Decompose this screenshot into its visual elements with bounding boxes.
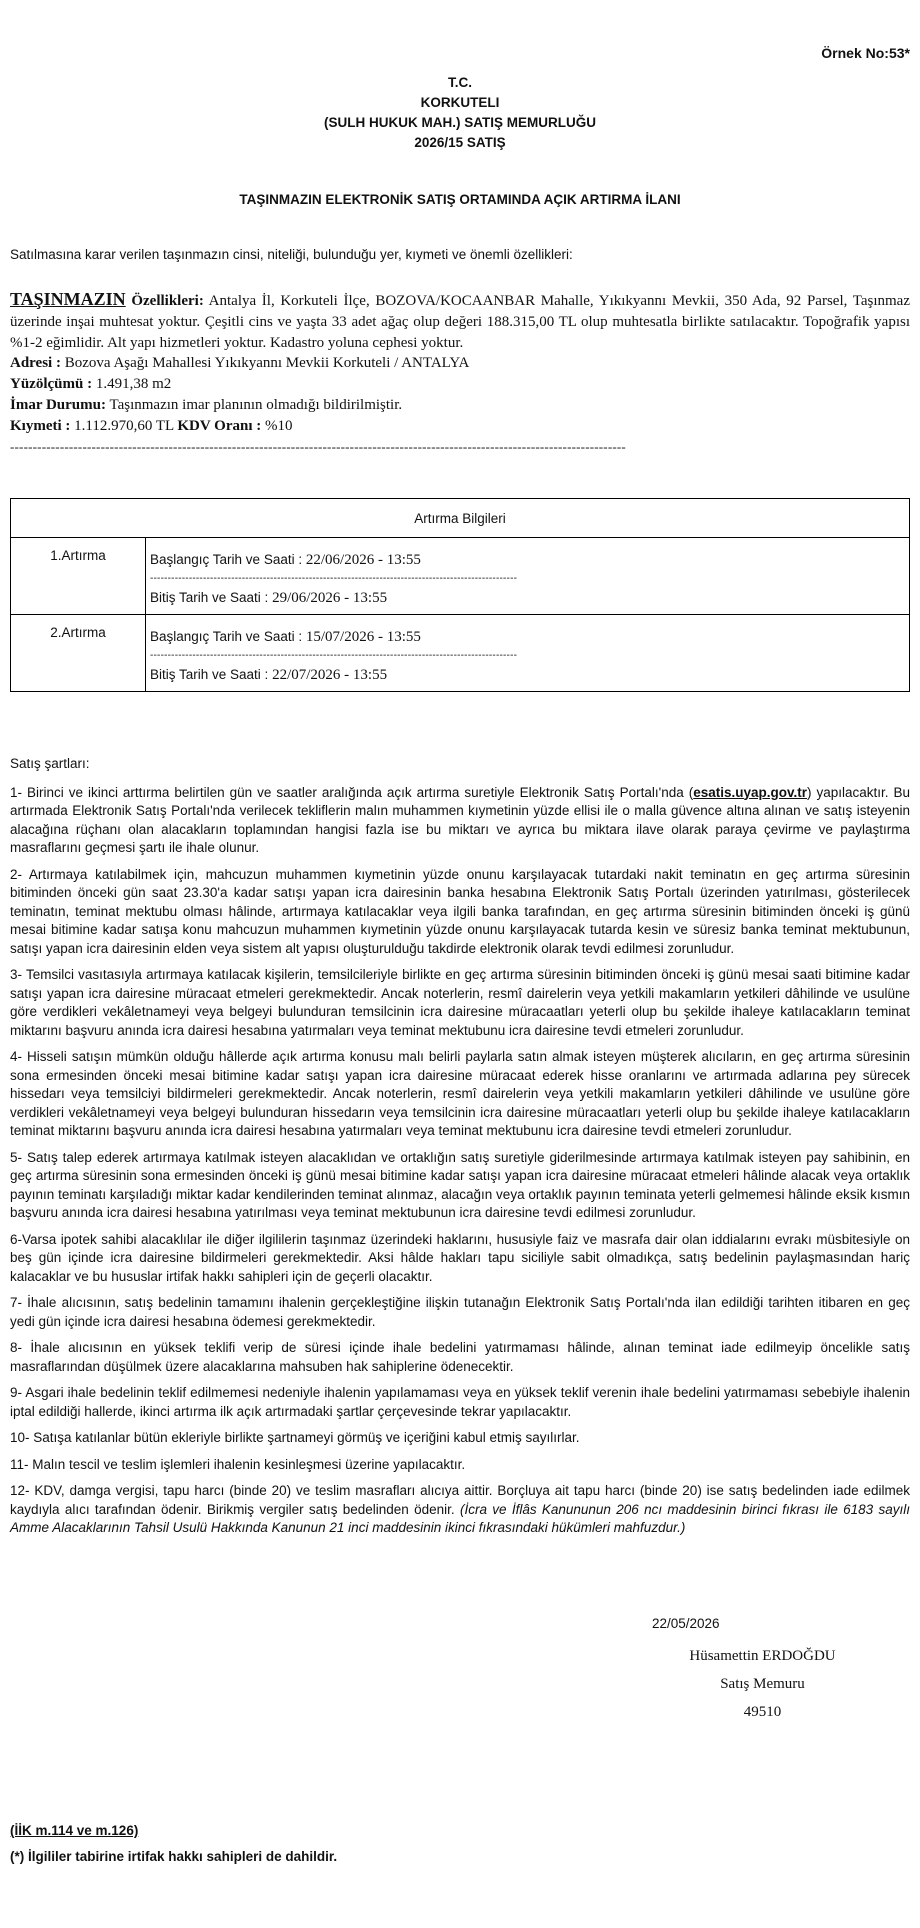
condition-8: 8- İhale alıcısının en yüksek teklifi verip de süresi içinde ihale bedelini yatırmaması hâlinde, alınan teminat iade edilmeyip öncelikle satış masraflarından düşülmek üzere alacaklarına mahsuben hak sahiplerine ödenecektir.	[10, 1340, 910, 1374]
condition-3: 3- Temsilci vasıtasıyla artırmaya katılacak kişilerin, temsilcileriyle birlikte en geç artırma süresinin bitiminden önceki iş günü mesai saati bitimine kadar satışı yapan icra dairesine müracaat etmeleri gerekmektedir. Ancak noterlerin, resmî dairelerin veya yetkili makamların yetkileri dâhilinde ve usulüne göre verdikleri vekâletnameyi veya belgeyi bulunduran temsilcinin icra dairesine müracaatları yeterli olup bu şekilde ihaleye katılacakların teminat miktarını başvuru anında icra dairesi hesabına yatırmaları veya teminat mektubunu icra dairesine tevdi etmeleri zorunludur.	[10, 967, 910, 1038]
auction-info	[146, 538, 910, 615]
condition-2: 2- Artırmaya katılabilmek için, mahcuzun muhammen kıymetinin yüzde onunu karşılayacak tutardaki nakit teminatın en geç artırma süresinin bitiminden önceki gün saat 23.30'a kadar satışı yapan icra dairesinin banka hesabına Elektronik Satış Portalı üzerinden yatırılması, gösterilecek teminatın, teminat mektubu olması hâlinde, artırmaya katılacaklar veya ilgili banka tarafından, en geç artırma süresinin bitiminden önceki iş günü mesai bitimine kadar satışa konu mahcuzun muhammen kıymetinin yüzde onunu karşılayacak tutarda kesin ve süresiz banka teminat mektubunun, satışı yapan icra dairesinin elden veya sistem alt yapısı oluşturulduğu takdirde elektronik olarak tevdi edilmesi zorunludur.	[10, 866, 910, 956]
auction-row	[11, 615, 910, 692]
condition-1	[10, 784, 910, 858]
auction-table-header: Artırma Bilgileri	[11, 499, 910, 538]
property-features	[10, 289, 910, 353]
auction-start	[150, 625, 905, 649]
features-label: Özellikleri:	[131, 293, 204, 309]
signatory-title: Satış Memuru	[720, 1676, 805, 1692]
header-office: (SULH HUKUK MAH.) SATIŞ MEMURLUĞU	[324, 115, 596, 130]
auction-info	[146, 615, 910, 692]
start-label: Başlangıç Tarih ve Saati :	[150, 552, 303, 567]
document-date: 22/05/2026	[652, 1616, 720, 1631]
auction-label: 1.Artırma	[11, 538, 146, 615]
area-label: Yüzölçümü :	[10, 376, 93, 393]
page-title: TAŞINMAZIN ELEKTRONİK SATIŞ ORTAMINDA AÇIK ARTIRMA İLANI	[239, 192, 681, 207]
condition-12-legal-note: (İcra ve İflâs Kanununun 206 ncı maddesinin birinci fıkrası ile 6183 sayılı Amme Alacaklarının Tahsil Usulü Hakkında Kanunun 21 inci maddesinin ikinci fıkrasındaki hükümleri mahfuzdur.)	[10, 1501, 910, 1535]
property-value	[10, 416, 910, 437]
end-label: Bitiş Tarih ve Saati :	[150, 667, 269, 682]
end-value: 22/07/2026 - 13:55	[272, 667, 388, 683]
kdv-label: KDV Oranı :	[177, 417, 262, 434]
zoning-value: Taşınmazın imar planının olmadığı bildirilmiştir.	[109, 396, 403, 413]
property-heading: TAŞINMAZIN	[10, 289, 126, 309]
address-label: Adresi :	[10, 355, 61, 372]
header-location: KORKUTELI	[420, 95, 500, 110]
property-zoning	[10, 395, 910, 416]
value-amount: 1.112.970,60 TL	[74, 417, 174, 434]
example-number: Örnek No:53*	[821, 45, 910, 61]
condition-12-text: 12- KDV, damga vergisi, tapu harcı (binde 20) ve teslim masrafları alıcıya aittir. Borçluya ait tapu harcı (binde 20) ise satış bedelinden iade edilmek kaydıyla alıcı tarafından ödenir. Birikmiş vergiler satış bedelinden ödenir.	[10, 1483, 910, 1517]
auction-separator: --------------------------------------------------------------------------------------------------------	[150, 573, 518, 584]
auction-table-header-row	[11, 499, 910, 538]
auction-separator: --------------------------------------------------------------------------------------------------------	[150, 650, 518, 661]
condition-4: 4- Hisseli satışın mümkün olduğu hâllerde açık artırma konusu malı belirli paylarla satın almak isteyen müşterek alıcıların, en geç artırma süresinin sona ermesinden önceki mesai bitimine kadar satışı yapan icra dairesine müracaat ederek hisse oranlarını ve artırmada adlarına pey sürecek hissedarı veya temsilciyi bildirmeleri gerekmektedir. Ancak noterlerin, resmî dairelerin veya yetkili makamların yetkileri dâhilinde ve usulüne göre verdikleri vekâletnameyi veya belgeyi bulunduran hissedarın veya temsilcinin icra dairesine müracaatları yeterli olup bu şekilde ihaleye katılacakların teminat miktarını başvuru anında icra dairesi hesabına yatırmaları veya teminat mektubunu icra dairesine tevdi etmeleri zorunludur.	[10, 1049, 910, 1138]
address-value: Bozova Aşağı Mahallesi Yıkıkyannı Mevkii Korkuteli / ANTALYA	[64, 355, 470, 372]
condition-12	[10, 1482, 910, 1538]
features-text: Antalya İl, Korkuteli İlçe, BOZOVA/KOCAANBAR Mahalle, Yıkıkyannı Mevkii, 350 Ada, 92 Parsel, Taşınmaz üzerinde inşai muhtesat yoktur. Çeşitli cins ve yaşta 33 adet ağaç olup değeri 188.315,00 TL olup muhtesatla birlikte satılacaktır. Topoğrafik yapısı %1-2 eğimlidir. Alt yapı hizmetleri yoktur. Kadastro yoluna cephesi yoktur.	[10, 293, 910, 351]
header-tc: T.C.	[447, 75, 472, 90]
property-address	[10, 353, 910, 374]
auction-end	[150, 663, 905, 687]
end-value: 29/06/2026 - 13:55	[272, 590, 388, 606]
start-value: 15/07/2026 - 13:55	[305, 629, 421, 645]
signature-block	[640, 1642, 885, 1726]
header-file-number: 2026/15 SATIŞ	[414, 135, 506, 150]
condition-7: 7- İhale alıcısının, satış bedelinin tamamını ihalenin gerçekleştiğine ilişkin tutanağın Elektronik Satış Portalı'nda ilan edildiği tarihten itibaren en geç yedi gün içinde icra dairesi hesabına ödemesi gerekmektedir.	[10, 1295, 910, 1329]
auction-row	[11, 538, 910, 615]
footer	[10, 1818, 337, 1870]
document-header	[0, 73, 920, 153]
signatory-name: Hüsamettin ERDOĞDU	[689, 1648, 836, 1664]
condition-9: 9- Asgari ihale bedelinin teklif edilmemesi nedeniyle ihalenin yapılamaması veya en yüksek teklif verenin ihale bedelini yatırmaması sebebiyle ihalenin iptal edildiği hallerde, ikinci artırma ilk açık artırmadaki şartlar çerçevesinde tekrar yapılacaktır.	[10, 1385, 910, 1419]
condition-1-text: 1- Birinci ve ikinci arttırma belirtilen gün ve saatler aralığında açık artırma suretiyle Elektronik Satış Portalı'nda (	[10, 784, 694, 800]
conditions-heading: Satış şartları:	[10, 756, 90, 771]
condition-11: 11- Malın tescil ve teslim işlemleri ihalenin kesinleşmesi üzerine yapılacaktır.	[10, 1456, 466, 1472]
condition-5: 5- Satış talep ederek artırmaya katılmak isteyen alacaklıdan ve ortaklığın satış suretiyle giderilmesinde artırmaya katılmak isteyen pay sahibinin, en geç artırma süresinin sona ermesinden önceki iş günü mesai bitimine kadar satışı yapan icra dairesine müracaat etmeleri hâlinde alacak veya ortaklık payının teminatı karşıladığı miktar kadar kendilerinden teminat alınmaz, alacağın veya ortaklık payının teminata yeterli gelmemesi hâlinde eksik kısmın başvuru anında icra dairesi hesabına yatırılması veya teminat mektubunun icra dairesine tevdi edilmesi zorunludur.	[10, 1149, 910, 1220]
intro-text: Satılmasına karar verilen taşınmazın cinsi, niteliği, bulunduğu yer, kıymeti ve önemli özellikleri:	[10, 247, 573, 262]
area-value: 1.491,38 m2	[95, 376, 172, 393]
start-label: Başlangıç Tarih ve Saati :	[150, 629, 303, 644]
auction-end	[150, 586, 905, 610]
zoning-label: İmar Durumu:	[10, 396, 106, 413]
property-section	[10, 289, 910, 457]
conditions-section	[10, 755, 910, 1546]
footer-law-reference: (İİK m.114 ve m.126)	[10, 1823, 139, 1838]
value-label: Kıymeti :	[10, 417, 71, 434]
condition-10: 10- Satışa katılanlar bütün ekleriyle birlikte şartnameyi görmüş ve içeriğini kabul etmiş sayılırlar.	[10, 1430, 580, 1445]
kdv-value: %10	[265, 417, 293, 434]
esatis-link[interactable]: esatis.uyap.gov.tr	[693, 784, 807, 800]
auction-label: 2.Artırma	[11, 615, 146, 692]
auction-table	[10, 498, 910, 692]
end-label: Bitiş Tarih ve Saati :	[150, 590, 269, 605]
divider: ----------------------------------------------------------------------------------------------------------------------------------------	[10, 438, 626, 454]
signatory-number: 49510	[743, 1704, 782, 1720]
condition-6: 6-Varsa ipotek sahibi alacaklılar ile diğer ilgililerin taşınmaz üzerindeki haklarını, hususiyle faiz ve masrafa dair olan iddialarını evrakı müsbitesiyle on beş gün içinde icra dairesine bildirmeleri gerekmektedir. Aksi hâlde hakları tapu siciliyle sabit olmadıkça, satış bedelinin paylaşmasından hariç kalacaklar ve bu hususlar irtifak hakkı sahipleri için de geçerli olacaktır.	[10, 1231, 910, 1284]
condition-1-text-end: ) yapılacaktır. Bu artırmada Elektronik Satış Portalı'nda verilecek tekliflerin malın muhammen kıymetinin yüzde ellisi ile o malla güvence altına alınan ve satış isteyenin alacağına rüçhanı olan alacakların toplamından hangisi fazla ise bu miktarı ve ayrıca bu miktara ilave olarak paraya çevirme ve paylaştırma masraflarını geçmesi şartı ile ihale olunur.	[10, 784, 910, 855]
property-area	[10, 374, 910, 395]
start-value: 22/06/2026 - 13:55	[305, 552, 421, 568]
auction-start	[150, 548, 905, 572]
footer-note: (*) İlgililer tabirine irtifak hakkı sahipleri de dahildir.	[10, 1849, 338, 1864]
